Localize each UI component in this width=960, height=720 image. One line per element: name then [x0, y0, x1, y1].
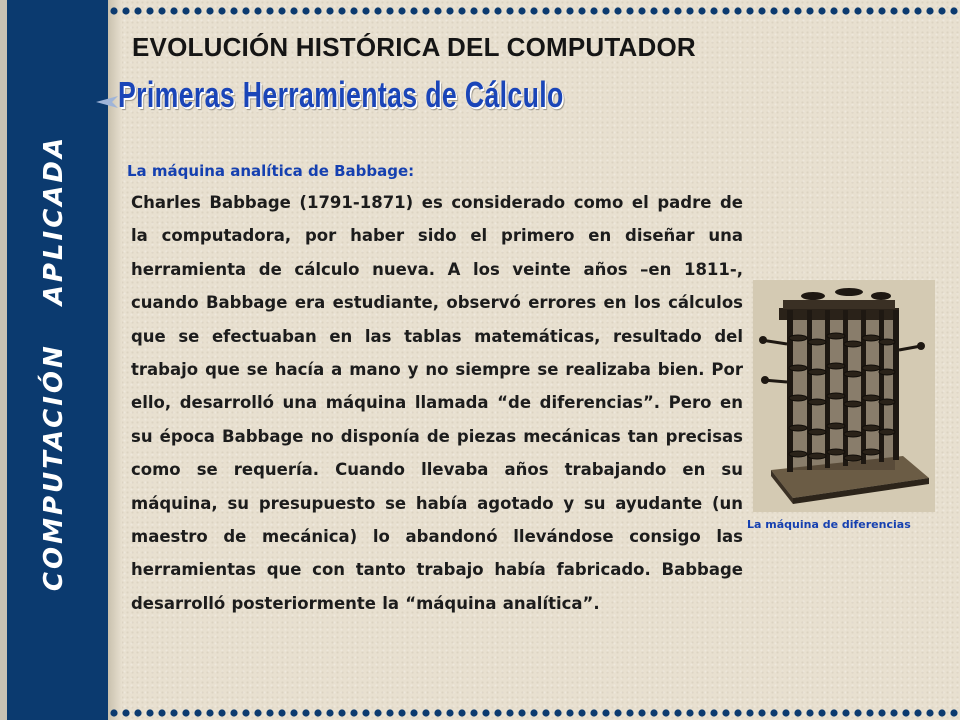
top-dotted-border [108, 6, 960, 16]
arrow-icon [96, 96, 118, 108]
difference-engine-image [753, 280, 935, 512]
sidebar-vertical-title [14, 128, 94, 598]
page-title: EVOLUCIÓN HISTÓRICA DEL COMPUTADOR [132, 32, 696, 62]
sidebar-word-aplicada: APLICADA [39, 134, 69, 306]
image-caption: La máquina de diferencias [747, 518, 911, 531]
sidebar-word-computacion: COMPUTACIÓN [39, 343, 69, 592]
body-paragraph: Charles Babbage (1791-1871) es considerado como el padre de la computadora, por haber sido el primero en diseñar una herramienta de cálculo nueva. A los veinte años –en 1811-, cuando Babbage era estudiante, observó errores en los cálculos que se efectuaban en las tablas matemáticas, resultado del trabajo que se hacía a mano y no siempre se realizaba bien. Por ello, desarrolló una máquina llamada “de diferencias”. Pero en su época Babbage no disponía de piezas mecánicas tan precisas como se requería. Cuando llevaba años trabajando en su máquina, su presupuesto se había agotado y su ayudante (un maestro de mecánica) lo abandonó llevándose consigo las herramientas que con tanto trabajo había fabricado. Babbage desarrolló posteriormente la “máquina analítica”. [131, 193, 743, 613]
bottom-dotted-border [108, 708, 960, 718]
section-heading: La máquina analítica de Babbage: [127, 162, 415, 180]
page-subtitle: Primeras Herramientas de Cálculo [118, 74, 564, 115]
